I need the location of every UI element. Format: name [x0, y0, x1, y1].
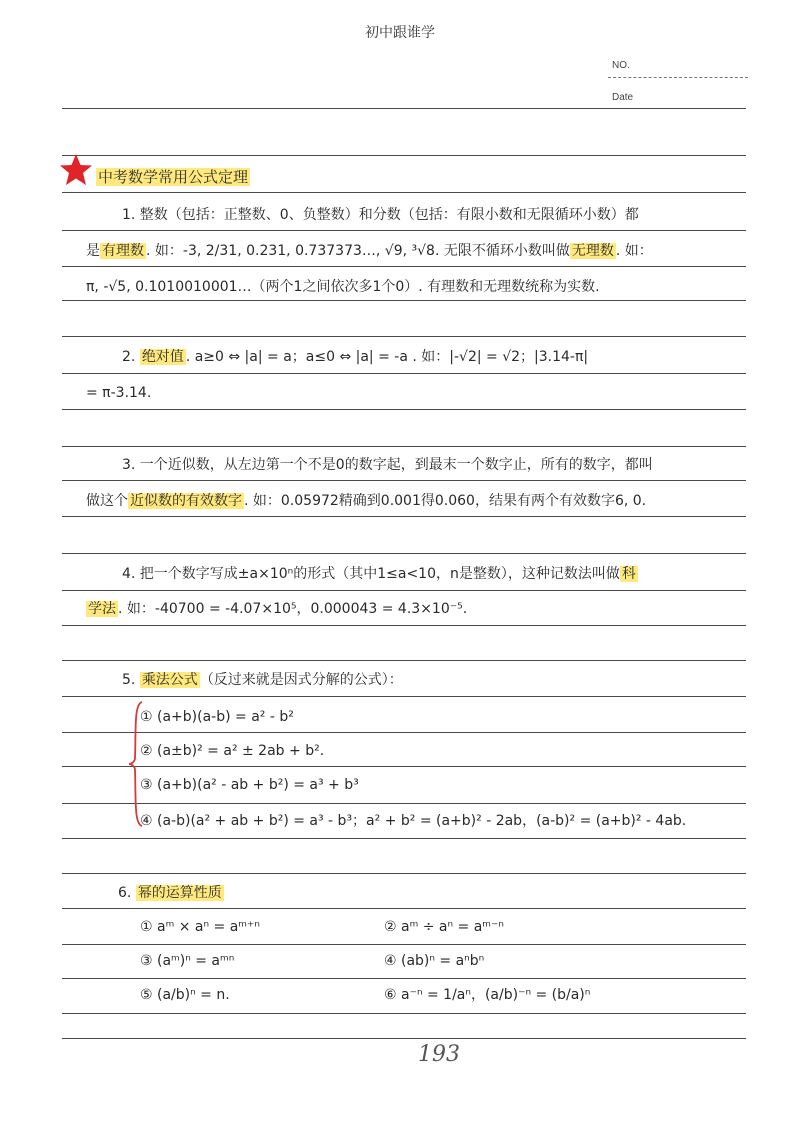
item1-line2-a: 是: [86, 243, 100, 259]
page-header-title: 初中跟谁学: [365, 25, 435, 41]
significant-digits-term: 近似数的有效数字: [130, 493, 242, 509]
item5-heading-b: （反过来就是因式分解的公式）：: [199, 672, 403, 688]
item1-line2-c: . 如：: [615, 243, 653, 259]
power-rules-term: 幂的运算性质: [137, 885, 222, 901]
formula-2: ② (a±b)² = a² ± 2ab + b².: [140, 743, 325, 759]
item4-line1-a: 4. 把一个数字写成±a×10ⁿ的形式（其中1≤a<10，n是整数），这种记数法叫做: [122, 566, 620, 582]
red-star-icon: [58, 152, 94, 188]
item1-line3: π, -√5, 0.1010010001…（两个1之间依次多1个0）. 有理数和无理数统称为实数.: [86, 279, 600, 295]
no-dashed-line: [608, 77, 748, 78]
scientific-notation-term-b: 学法: [88, 601, 116, 617]
item5-number: 5.: [122, 672, 140, 688]
section-title-text: 中考数学常用公式定理: [98, 168, 249, 186]
formula-3: ③ (a+b)(a² - ab + b²) = a³ + b³: [140, 777, 359, 793]
item4-line2-b: . 如：-40700 = -4.07×10⁵，0.000043 = 4.3×10⁻⁵.: [118, 601, 468, 617]
date-label: Date: [612, 92, 634, 103]
power-rule-2: ② aᵐ ÷ aⁿ = aᵐ⁻ⁿ: [384, 919, 504, 935]
multiplication-formula-term: 乘法公式: [141, 672, 198, 688]
item2-number: 2.: [122, 349, 140, 365]
item1-line2: [86, 242, 653, 260]
item6-number: 6.: [118, 885, 136, 901]
item1-line2-b: . 如：-3, 2/31, 0.231, 0.737373…, √9, ³√8. 无限不循环小数叫做: [146, 243, 570, 259]
power-rule-4: ④ (ab)ⁿ = aⁿbⁿ: [384, 953, 485, 969]
item2-line1: [122, 348, 588, 366]
item2-line1-b: . a≥0 ⇔ |a| = a；a≤0 ⇔ |a| = -a . 如：|-√2| = √2；|3.14-π|: [185, 349, 589, 365]
item3-line2-b: . 如：0.05972精确到0.001得0.060，结果有两个有效数字6, 0.: [244, 493, 647, 509]
no-label: NO.: [612, 60, 630, 71]
item3-line2-a: 做这个: [86, 493, 128, 509]
scientific-notation-term-a: 科: [621, 566, 636, 582]
absolute-value-term: 绝对值: [141, 349, 184, 365]
section-title: [96, 168, 250, 186]
irrational-number-term: 无理数: [571, 243, 614, 259]
formula-1: ① (a+b)(a-b) = a² - b²: [140, 709, 294, 725]
page-number: 193: [418, 1042, 460, 1067]
item4-line2: [86, 600, 467, 618]
item2-line2: = π-3.14.: [86, 385, 152, 401]
power-rule-5: ⑤ (a/b)ⁿ = n.: [140, 987, 230, 1003]
item4-line1: [122, 565, 638, 583]
power-rule-1: ① aᵐ × aⁿ = aᵐ⁺ⁿ: [140, 919, 260, 935]
item5-heading: [122, 671, 403, 689]
item3-line2: [86, 492, 646, 510]
formula-4: ④ (a-b)(a² + ab + b²) = a³ - b³；a² + b² = (a+b)² - 2ab，(a-b)² = (a+b)² - 4ab.: [140, 813, 687, 829]
item1-line1: 1. 整数（包括：正整数、0、负整数）和分数（包括：有限小数和无限循环小数）都: [122, 207, 639, 223]
item3-line1: 3. 一个近似数，从左边第一个不是0的数字起，到最末一个数字止，所有的数字，都叫: [122, 457, 653, 473]
power-rule-3: ③ (aᵐ)ⁿ = aᵐⁿ: [140, 953, 235, 969]
power-rule-6: ⑥ a⁻ⁿ = 1/aⁿ，(a/b)⁻ⁿ = (b/a)ⁿ: [384, 987, 591, 1003]
item6-heading: [118, 884, 224, 902]
rational-number-term: 有理数: [102, 243, 144, 259]
